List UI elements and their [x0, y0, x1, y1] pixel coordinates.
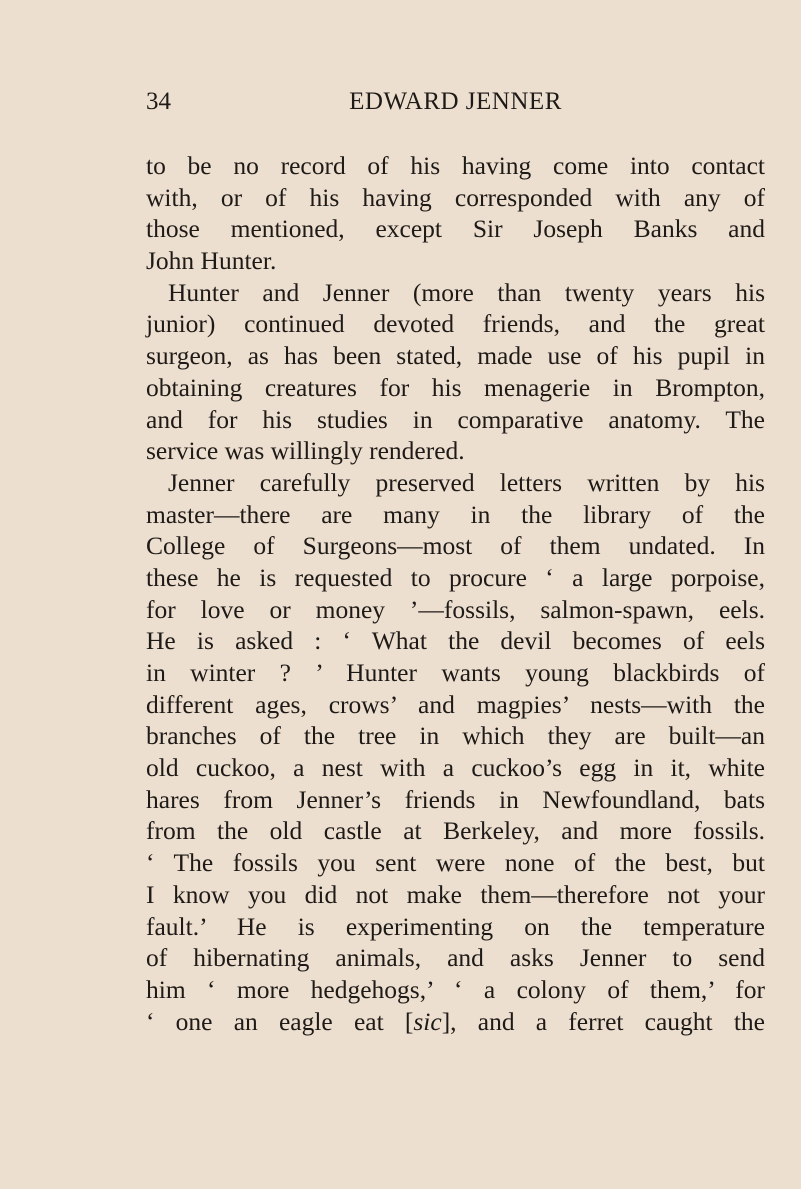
text-line: fault.’ He is experimenting on the temperature: [146, 911, 765, 941]
text-line: different ages, crows’ and magpies’ nests—with the: [146, 689, 765, 719]
text-line: these he is requested to procure ‘ a large porpoise,: [146, 562, 765, 592]
running-title: EDWARD JENNER: [349, 88, 562, 115]
text-line: those mentioned, except Sir Joseph Banks and: [146, 214, 765, 244]
text-line: master—there are many in the library of the: [146, 499, 765, 529]
body-text: [146, 150, 765, 1037]
text-segment: ], and a ferret caught the: [441, 1006, 765, 1036]
text-line: College of Surgeons—most of them undated. In: [146, 531, 765, 561]
text-line: to be no record of his having come into contact: [146, 151, 765, 180]
text-line: John Hunter.: [146, 246, 277, 276]
text-line: him ‘ more hedgehogs,’ ‘ a colony of them,’ for: [146, 974, 765, 1004]
text-line: old cuckoo, a nest with a cuckoo’s egg in it, white: [146, 753, 765, 783]
text-line: and for his studies in comparative anatomy. The: [146, 404, 765, 434]
text-line: with, or of his having corresponded with any of: [146, 182, 765, 212]
text-line: service was willingly rendered.: [146, 436, 465, 466]
italic-sic: sic: [413, 1006, 442, 1036]
text-line: Hunter and Jenner (more than twenty years his: [168, 277, 765, 307]
text-line: from the old castle at Berkeley, and more fossils.: [146, 816, 765, 846]
text-line: He is asked : ‘ What the devil becomes of eels: [146, 626, 765, 656]
text-line: obtaining creatures for his menagerie in Brompton,: [146, 372, 765, 402]
text-line-last: [146, 1006, 765, 1038]
text-line: surgeon, as has been stated, made use of his pupil in: [146, 341, 765, 371]
text-line: Jenner carefully preserved letters written by his: [168, 467, 765, 497]
text-line: ‘ The fossils you sent were none of the best, but: [146, 848, 765, 878]
text-segment: ‘ one an eagle eat [: [146, 1006, 414, 1036]
text-line: of hibernating animals, and asks Jenner to send: [146, 943, 765, 973]
text-line: branches of the tree in which they are built—an: [146, 721, 765, 751]
running-head: [146, 88, 765, 122]
text-line: I know you did not make them—therefore not your: [146, 879, 765, 909]
text-line: hares from Jenner’s friends in Newfoundland, bats: [146, 784, 765, 814]
text-line: junior) continued devoted friends, and the great: [146, 309, 765, 339]
text-line: in winter ? ’ Hunter wants young blackbirds of: [146, 658, 765, 687]
page-number: 34: [146, 88, 171, 115]
text-line: for love or money ’—fossils, salmon-spawn, eels.: [146, 594, 765, 624]
